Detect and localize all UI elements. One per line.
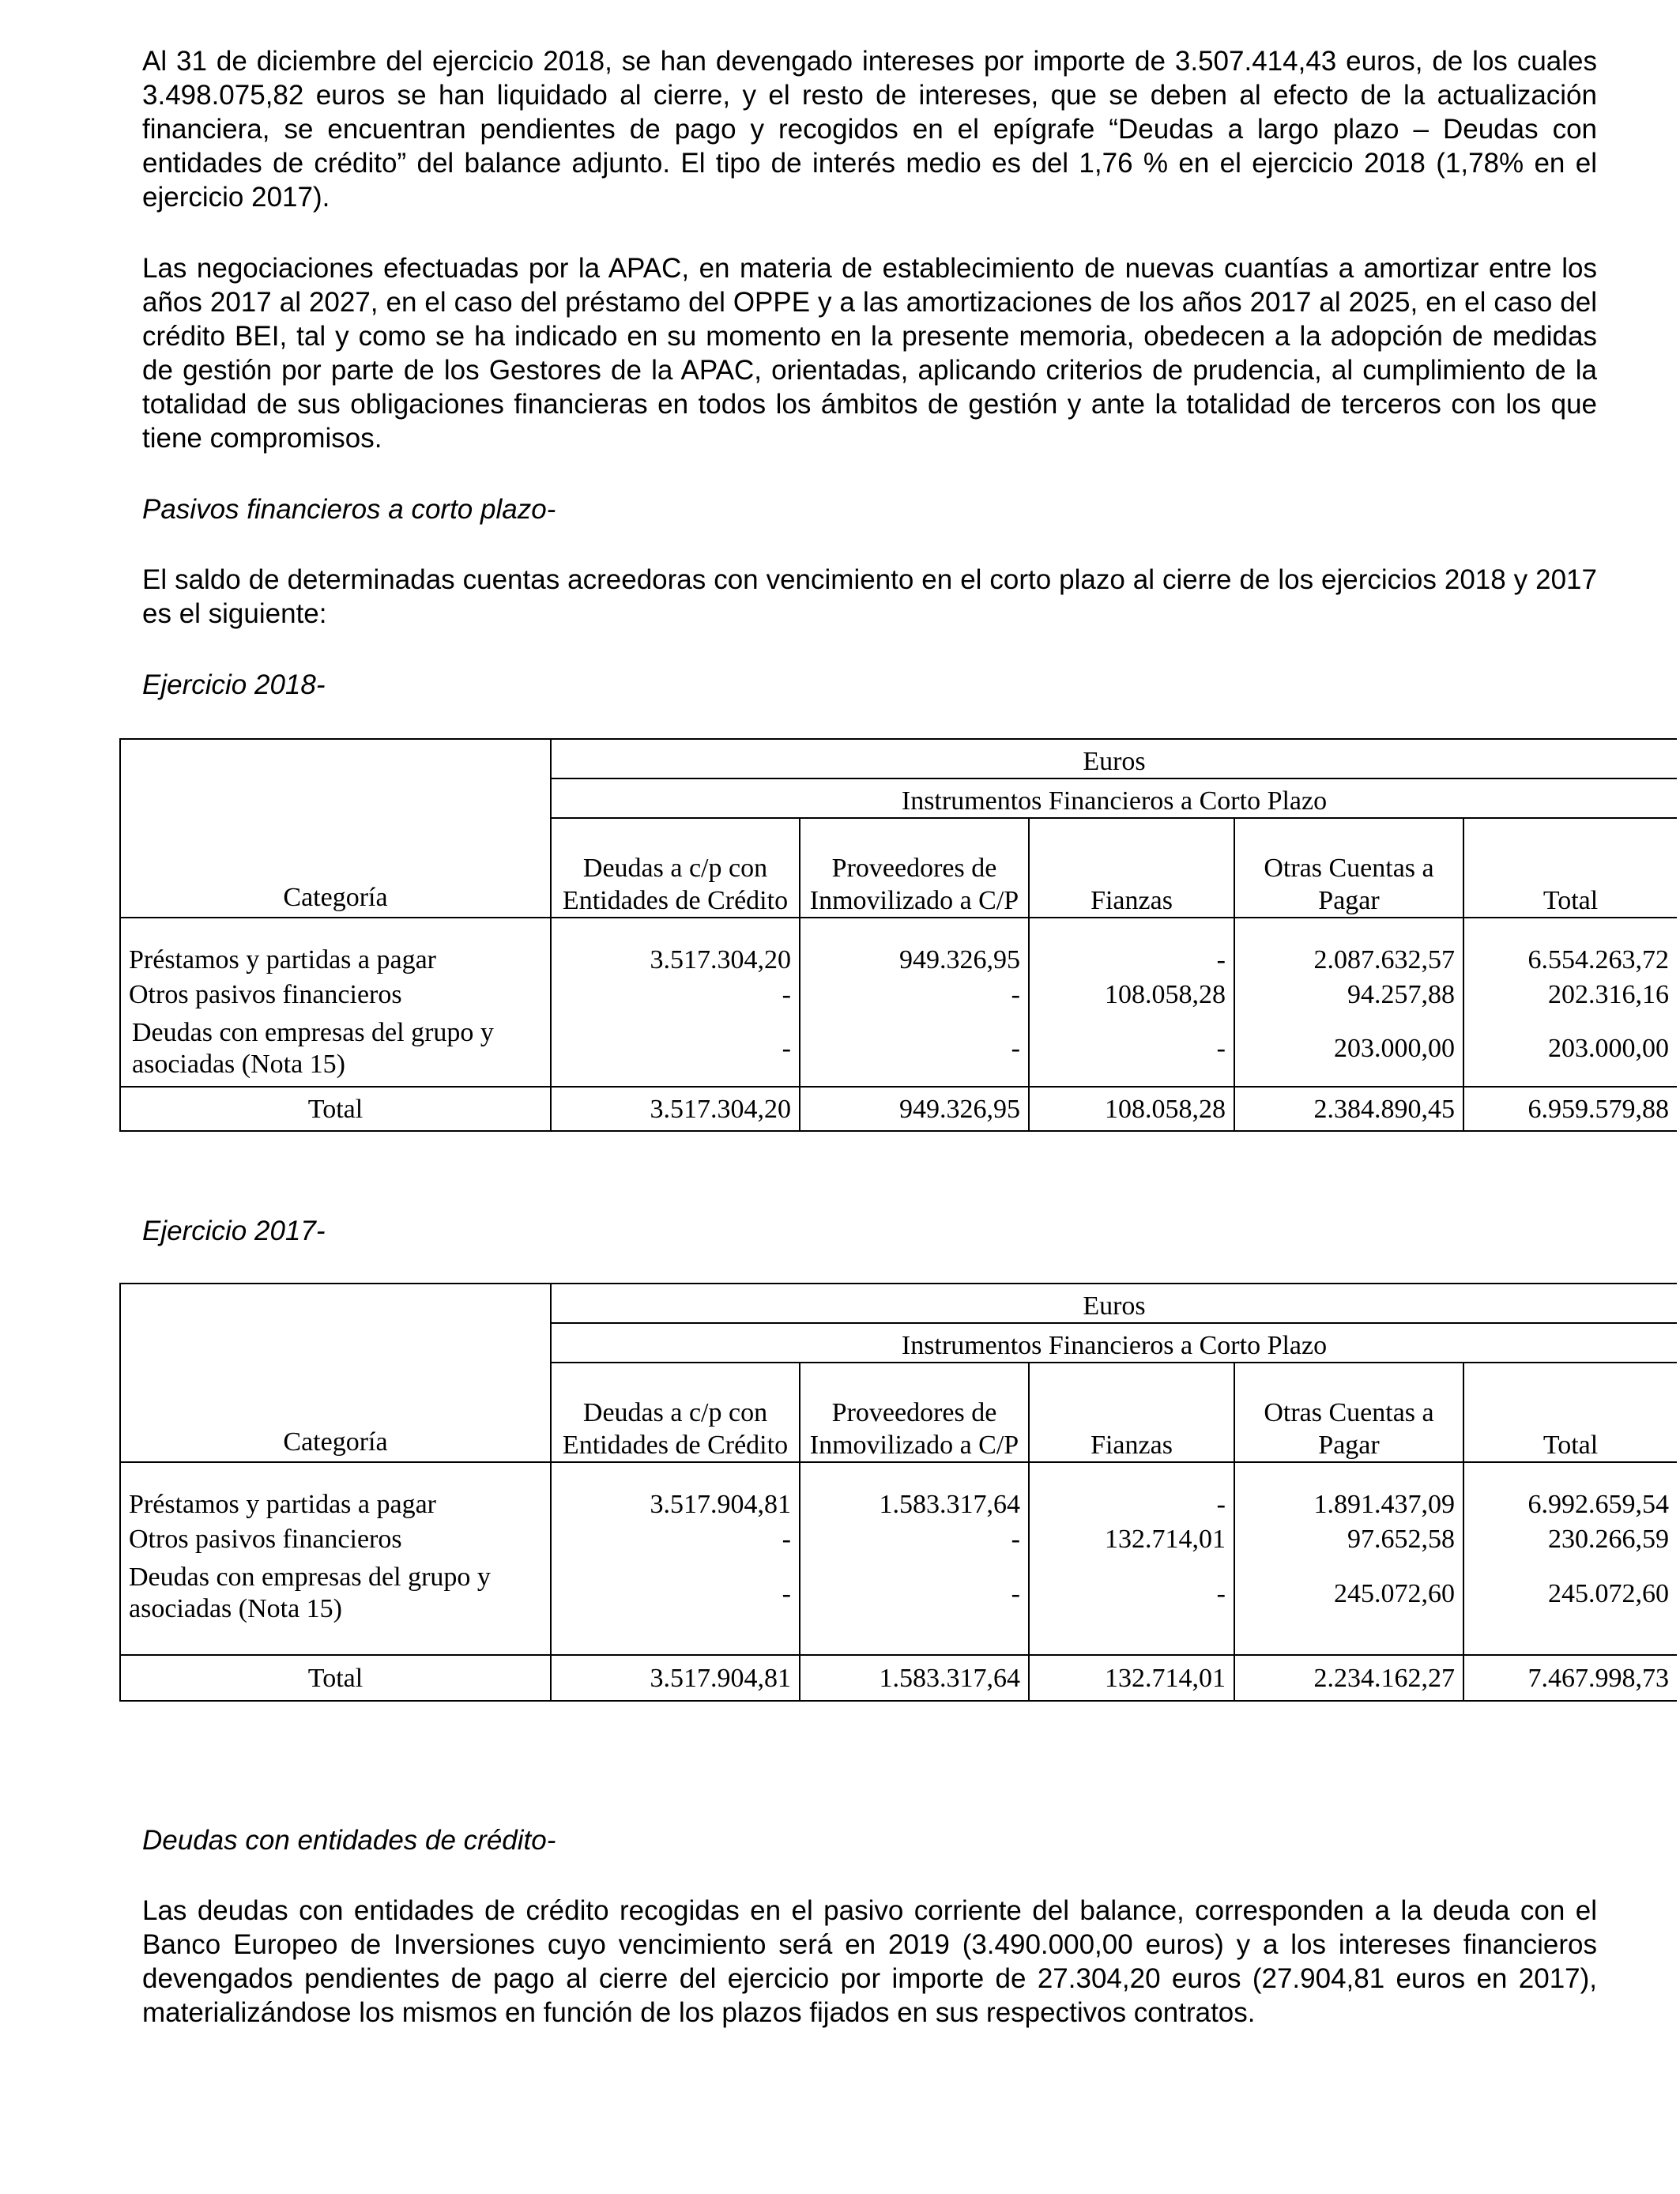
header-fianzas: Fianzas — [1029, 818, 1234, 918]
paragraph-intereses: Al 31 de diciembre del ejercicio 2018, se han devengado intereses por importe de 3.507.414,43 euros, de los cuales 3.498.075,82 euros se han liquidado al cierre, y el resto de intereses, que se deben al efecto de la actualización financiera, se encuentran pendientes de pago y recogidos en el epígrafe “Deudas a largo plazo – Deudas con entidades de crédito” del balance adjunto. El tipo de interés medio es del 1,76 % en el ejercicio 2018 (1,78% en el ejercicio 2017). — [142, 46, 1597, 213]
header-otras-cuentas: Otras Cuentas a Pagar — [1234, 818, 1463, 918]
paragraph-negociaciones: Las negociaciones efectuadas por la APAC, en materia de establecimiento de nuevas cuantías a amortizar entre los años 2017 al 2027, en el caso del préstamo del OPPE y a las amortizaciones de los años 2017 al 2025, en el caso del crédito BEI, tal y como se ha indicado en su momento en la presente memoria, obedecen a la adopción de medidas de gestión por parte de los Gestores de la APAC, orientadas, aplicando criterios de prudencia, al cumplimiento de la totalidad de sus obligaciones financieras en todos los ámbitos de gestión y ante la totalidad de terceros con los que tiene compromisos. — [142, 253, 1597, 454]
header-categoria: Categoría — [283, 883, 388, 912]
header-row-euros — [120, 1284, 1677, 1323]
header-categoria: Categoría — [283, 1427, 388, 1457]
table-ejercicio-2018 — [119, 738, 1677, 1132]
header-deudas-entidades: Deudas a c/p con Entidades de Crédito — [551, 1363, 800, 1462]
paragraph-deudas-bei: Las deudas con entidades de crédito recogidas en el pasivo corriente del balance, corresponden a la deuda con el Banco Europeo de Inversiones cuyo vencimiento será en 2019 (3.490.000,00 euros) y a los intereses financieros devengados pendientes de pago al cierre del ejercicio por importe de 27.304,20 euros (27.904,81 euros en 2017), materializándose los mismos en función de los plazos fijados en sus respectivos contratos. — [142, 1895, 1597, 2028]
table-row: Deudas con empresas del grupo y asociadas (Nota 15) - - - 203.000,00 203.000,00 — [120, 1011, 1677, 1087]
total-row: Total 3.517.904,81 1.583.317,64 132.714,01 2.234.162,27 7.467.998,73 — [120, 1655, 1677, 1701]
header-fianzas: Fianzas — [1029, 1363, 1234, 1462]
header-otras-cuentas: Otras Cuentas a Pagar — [1234, 1363, 1463, 1462]
heading-ejercicio-2017: Ejercicio 2017- — [142, 1216, 326, 1246]
header-row-euros — [120, 739, 1677, 778]
header-proveedores: Proveedores de Inmovilizado a C/P — [800, 818, 1029, 918]
total-row: Total 3.517.304,20 949.326,95 108.058,28 2.384.890,45 6.959.579,88 — [120, 1087, 1677, 1131]
table-row: Préstamos y partidas a pagar 3.517.304,20 949.326,95 - 2.087.632,57 6.554.263,72 — [120, 930, 1677, 976]
header-euros: Euros — [551, 1284, 1677, 1323]
header-total: Total — [1463, 818, 1677, 918]
heading-deudas-entidades-credito: Deudas con entidades de crédito- — [142, 1825, 556, 1856]
heading-pasivos-corto-plazo: Pasivos financieros a corto plazo- — [142, 494, 556, 525]
header-total: Total — [1463, 1363, 1677, 1462]
table-row: Otros pasivos financieros - - 108.058,28 94.257,88 202.316,16 — [120, 976, 1677, 1011]
header-euros: Euros — [551, 739, 1677, 778]
paragraph-saldo: El saldo de determinadas cuentas acreedoras con vencimiento en el corto plazo al cierre de los ejercicios 2018 y 2017 es el siguiente: — [142, 564, 1597, 629]
table-row: Préstamos y partidas a pagar 3.517.904,81 1.583.317,64 - 1.891.437,09 6.992.659,54 — [120, 1475, 1677, 1521]
header-deudas-entidades: Deudas a c/p con Entidades de Crédito — [551, 818, 800, 918]
header-instrumentos: Instrumentos Financieros a Corto Plazo — [551, 778, 1677, 818]
table-row: Deudas con empresas del grupo y asociadas (Nota 15) - - - 245.072,60 245.072,60 — [120, 1555, 1677, 1631]
heading-ejercicio-2018: Ejercicio 2018- — [142, 669, 326, 700]
table-ejercicio-2017 — [119, 1283, 1677, 1702]
header-proveedores: Proveedores de Inmovilizado a C/P — [800, 1363, 1029, 1462]
table-row: Otros pasivos financieros - - 132.714,01 97.652,58 230.266,59 — [120, 1521, 1677, 1555]
header-instrumentos: Instrumentos Financieros a Corto Plazo — [551, 1323, 1677, 1363]
